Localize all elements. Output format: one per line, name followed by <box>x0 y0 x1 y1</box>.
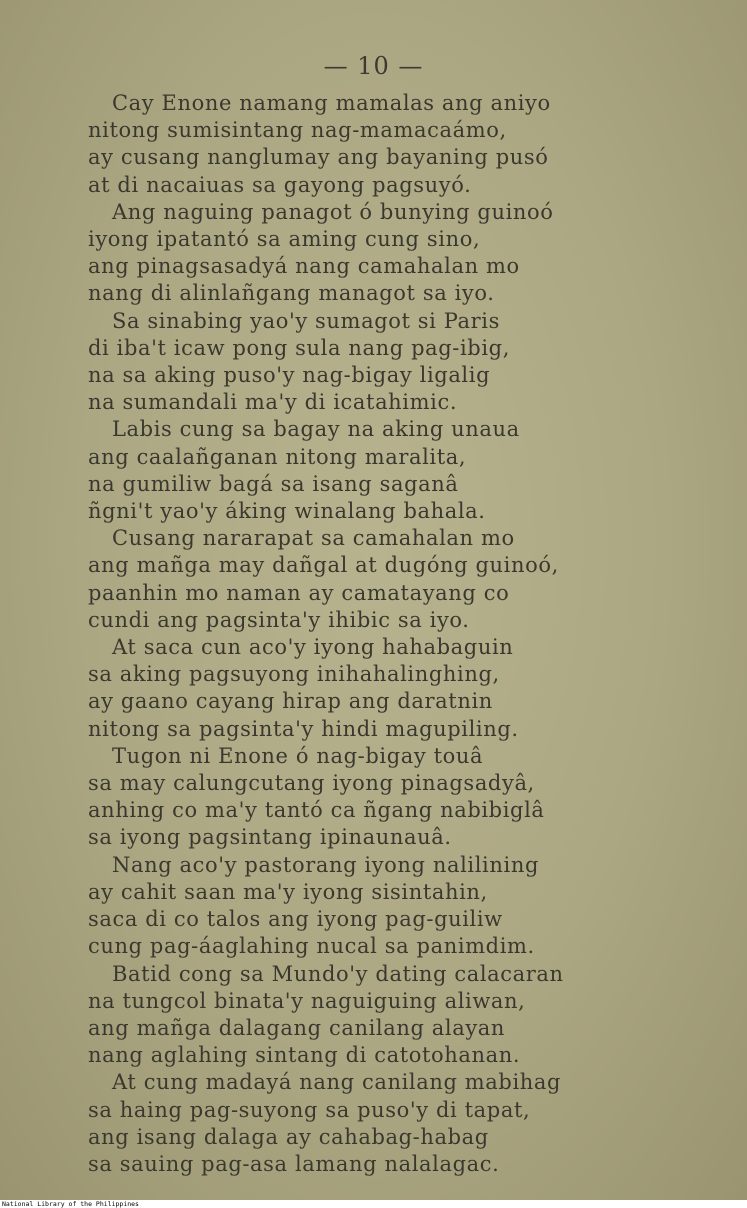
verse-line: nang di alinlañgang managot sa iyo. <box>88 281 495 306</box>
verse-line: sa haing pag-suyong sa puso'y di tapat, <box>88 1097 531 1122</box>
stanza <box>88 90 688 199</box>
verse-line: ay gaano cayang hirap ang daratnin <box>88 689 493 714</box>
verse-line: At saca cun aco'y iyong hahabaguin <box>112 635 514 660</box>
stanza <box>88 634 688 743</box>
stanza <box>88 525 688 634</box>
verse-line: iyong ipatantó sa aming cung sino, <box>88 227 481 252</box>
stanza <box>88 199 688 308</box>
footer-credit: National Library of the Philippines <box>2 1200 139 1208</box>
verse-line: sa may calungcutang iyong pinagsadyâ, <box>88 771 535 796</box>
verse-line: Ang naguing panagot ó bunying guinoó <box>112 199 554 224</box>
page-number: — 10 — <box>323 52 424 80</box>
poem-body <box>88 90 688 1178</box>
verse-line: sa iyong pagsintang ipinaunauâ. <box>88 825 452 850</box>
verse-line: at di nacaiuas sa gayong pagsuyó. <box>88 172 472 197</box>
verse-line: Tugon ni Enone ó nag-bigay touâ <box>112 743 484 768</box>
verse-line: ang caalañganan nitong maralita, <box>88 444 467 469</box>
verse-line: na gumiliw bagá sa isang saganâ <box>88 471 459 496</box>
verse-line: saca di co talos ang iyong pag-guiliw <box>88 907 503 932</box>
footer-bar <box>0 1200 747 1208</box>
stanza <box>88 961 688 1070</box>
verse-line: na sa aking puso'y nag-bigay ligalig <box>88 363 491 388</box>
verse-line: At cung madayá nang canilang mabihag <box>112 1070 562 1095</box>
stanza <box>88 1069 688 1178</box>
verse-line: cundi ang pagsinta'y ihibic sa iyo. <box>88 607 470 632</box>
verse-line: Cusang nararapat sa camahalan mo <box>112 526 515 551</box>
stanza <box>88 852 688 961</box>
verse-line: Nang aco'y pastorang iyong nalilining <box>112 852 539 877</box>
verse-line: Labis cung sa bagay na aking unaua <box>112 417 520 442</box>
verse-line: Cay Enone namang mamalas ang aniyo <box>112 91 551 115</box>
verse-line: ang isang dalaga ay cahabag-habag <box>88 1124 489 1149</box>
verse-line: nitong sumisintang nag-mamacaámo, <box>88 118 507 143</box>
verse-line: paanhin mo naman ay camatayang co <box>88 580 510 605</box>
verse-line: ang mañga may dañgal at dugóng guinoó, <box>88 553 559 578</box>
verse-line: anhing co ma'y tantó ca ñgang nabibiglâ <box>88 798 545 823</box>
verse-line: na sumandali ma'y di icatahimic. <box>88 390 458 415</box>
verse-line: ang pinagsasadyá nang camahalan mo <box>88 254 520 279</box>
verse-line: ay cahit saan ma'y iyong sisintahin, <box>88 879 488 904</box>
verse-line: nang aglahing sintang di catotohanan. <box>88 1043 521 1068</box>
verse-line: ang mañga dalagang canilang alayan <box>88 1015 506 1040</box>
verse-line: Batid cong sa Mundo'y dating calacaran <box>112 961 564 986</box>
verse-line: sa sauing pag-asa lamang nalalagac. <box>88 1151 500 1176</box>
verse-line: na tungcol binata'y naguiguing aliwan, <box>88 988 526 1013</box>
verse-line: nitong sa pagsinta'y hindi magupiling. <box>88 716 519 741</box>
verse-line: ñgni't yao'y áking winalang bahala. <box>88 499 486 524</box>
stanza <box>88 743 688 852</box>
stanza <box>88 416 688 525</box>
verse-line: sa aking pagsuyong inihahalinghing, <box>88 662 500 687</box>
verse-line: di iba't icaw pong sula nang pag-ibig, <box>88 335 510 360</box>
verse-line: ay cusang nanglumay ang bayaning pusó <box>88 145 549 170</box>
verse-line: cung pag-áaglahing nucal sa panimdim. <box>88 934 535 959</box>
verse-line: Sa sinabing yao'y sumagot si Paris <box>112 308 501 333</box>
stanza <box>88 308 688 417</box>
